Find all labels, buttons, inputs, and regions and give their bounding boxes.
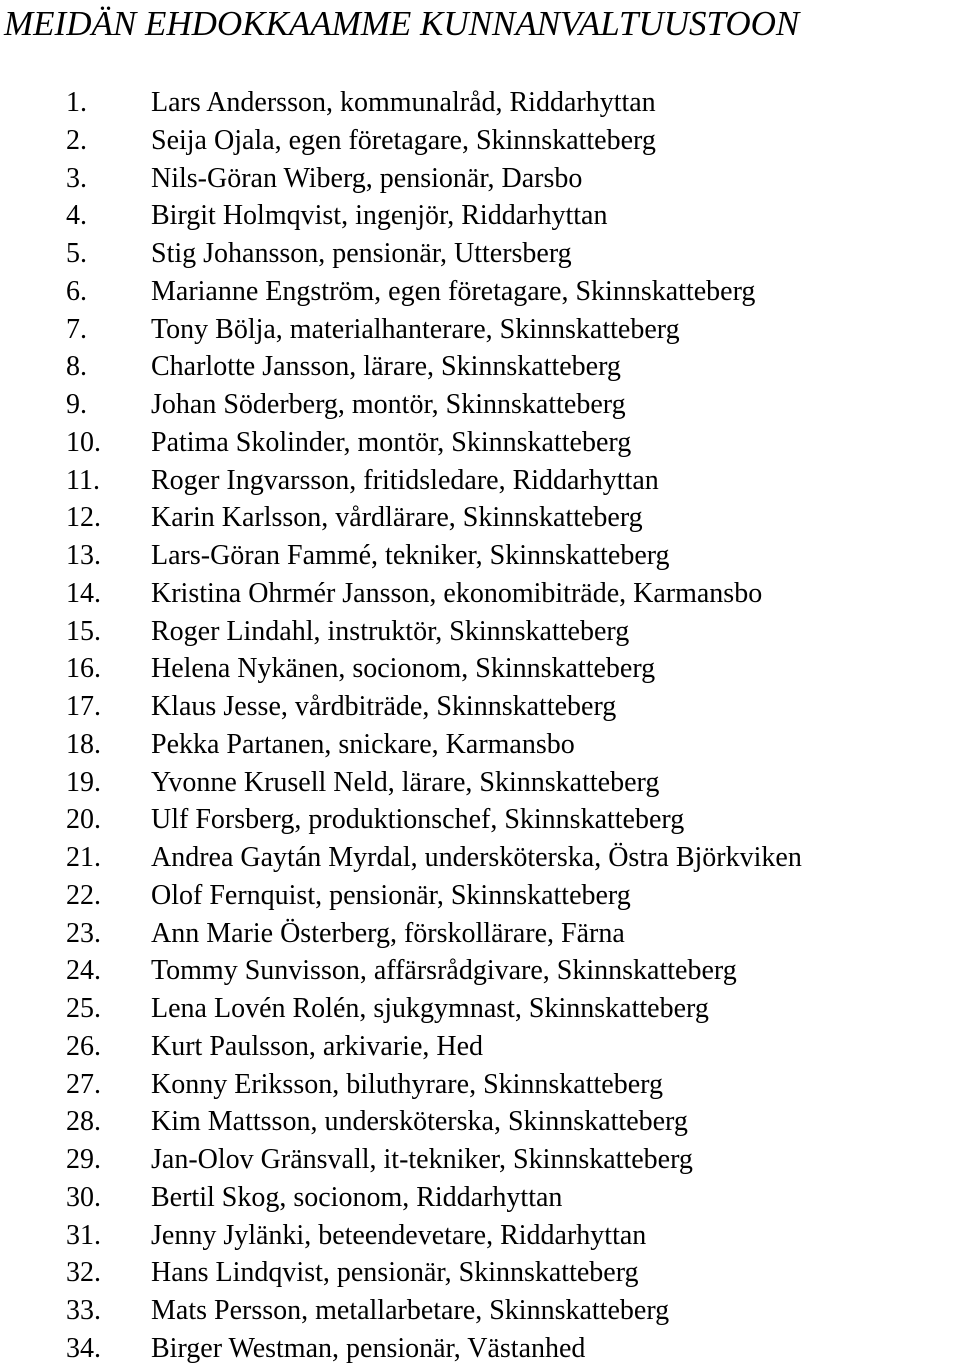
candidate-number: 13. bbox=[66, 540, 101, 571]
candidate-text: Kristina Ohrmér Jansson, ekonomibiträde, Karmansbo bbox=[151, 577, 763, 609]
candidate-number: 4. bbox=[66, 200, 87, 232]
candidate-text: Yvonne Krusell Neld, lärare, Skinnskatteberg bbox=[151, 766, 660, 798]
candidate-number: 8. bbox=[66, 351, 87, 383]
candidate-text: Karin Karlsson, vårdlärare, Skinnskatteberg bbox=[151, 502, 643, 534]
candidate-number: 9. bbox=[66, 389, 87, 420]
document-title: MEIDÄN EHDOKKAAMME KUNNANVALTUUSTOON bbox=[4, 4, 800, 43]
candidate-number: 20. bbox=[66, 804, 101, 836]
candidate-row bbox=[0, 197, 960, 235]
candidate-row bbox=[0, 1103, 960, 1141]
candidate-row bbox=[0, 1066, 960, 1104]
candidate-text: Andrea Gaytán Myrdal, undersköterska, Östra Björkviken bbox=[151, 842, 802, 873]
candidate-number: 17. bbox=[66, 691, 101, 722]
candidate-number: 3. bbox=[66, 162, 87, 194]
candidate-row bbox=[0, 386, 960, 424]
candidate-text: Konny Eriksson, biluthyrare, Skinnskatteberg bbox=[151, 1068, 663, 1100]
candidate-row bbox=[0, 84, 960, 122]
candidate-number: 12. bbox=[66, 502, 101, 534]
candidate-row bbox=[0, 650, 960, 688]
candidate-number: 11. bbox=[66, 464, 100, 496]
candidate-text: Jenny Jylänki, beteendevetare, Riddarhyttan bbox=[151, 1219, 647, 1251]
candidate-number: 30. bbox=[66, 1181, 101, 1213]
candidate-number: 28. bbox=[66, 1106, 101, 1138]
candidate-text: Seija Ojala, egen företagare, Skinnskatteberg bbox=[151, 124, 656, 156]
candidate-number: 1. bbox=[66, 87, 87, 118]
candidate-number: 7. bbox=[66, 313, 87, 345]
candidate-number: 32. bbox=[66, 1257, 101, 1289]
candidate-text: Johan Söderberg, montör, Skinnskatteberg bbox=[151, 389, 626, 420]
candidate-text: Jan-Olov Gränsvall, it-tekniker, Skinnskatteberg bbox=[151, 1144, 693, 1175]
candidate-number: 15. bbox=[66, 615, 101, 647]
candidate-text: Helena Nykänen, socionom, Skinnskatteberg bbox=[151, 653, 656, 685]
candidate-text: Kim Mattsson, undersköterska, Skinnskatteberg bbox=[151, 1106, 688, 1138]
candidate-row bbox=[0, 311, 960, 349]
candidate-row bbox=[0, 424, 960, 462]
candidate-number: 25. bbox=[66, 993, 101, 1024]
candidate-row bbox=[0, 1028, 960, 1066]
candidate-number: 5. bbox=[66, 238, 87, 269]
candidate-text: Ann Marie Österberg, förskollärare, Färna bbox=[151, 917, 625, 949]
candidate-number: 2. bbox=[66, 124, 87, 156]
candidate-row bbox=[0, 348, 960, 386]
candidate-row bbox=[0, 613, 960, 651]
candidate-row bbox=[0, 1254, 960, 1292]
candidate-row bbox=[0, 1292, 960, 1330]
candidate-row bbox=[0, 160, 960, 198]
candidate-row bbox=[0, 801, 960, 839]
candidate-row bbox=[0, 1141, 960, 1179]
candidate-text: Lars-Göran Fammé, tekniker, Skinnskatteberg bbox=[151, 540, 670, 571]
candidate-row bbox=[0, 235, 960, 273]
candidate-row bbox=[0, 1179, 960, 1217]
candidate-text: Tony Bölja, materialhanterare, Skinnskatteberg bbox=[151, 313, 680, 345]
candidate-text: Lena Lovén Rolén, sjukgymnast, Skinnskatteberg bbox=[151, 993, 709, 1024]
candidate-text: Birgit Holmqvist, ingenjör, Riddarhyttan bbox=[151, 200, 608, 232]
candidate-text: Lars Andersson, kommunalråd, Riddarhyttan bbox=[151, 87, 656, 118]
candidate-number: 27. bbox=[66, 1068, 101, 1100]
candidate-row bbox=[0, 1217, 960, 1255]
candidate-text: Pekka Partanen, snickare, Karmansbo bbox=[151, 728, 575, 760]
candidate-row bbox=[0, 273, 960, 311]
candidate-number: 22. bbox=[66, 879, 101, 911]
candidate-number: 34. bbox=[66, 1332, 101, 1364]
candidate-text: Birger Westman, pensionär, Västanhed bbox=[151, 1332, 586, 1364]
candidate-number: 18. bbox=[66, 728, 101, 760]
candidate-row bbox=[0, 688, 960, 726]
candidate-number: 29. bbox=[66, 1144, 101, 1175]
candidate-row bbox=[0, 839, 960, 877]
candidate-row bbox=[0, 499, 960, 537]
candidate-number: 10. bbox=[66, 426, 101, 458]
candidate-number: 31. bbox=[66, 1219, 101, 1251]
candidate-number: 6. bbox=[66, 275, 87, 307]
candidate-row bbox=[0, 877, 960, 915]
candidate-row bbox=[0, 726, 960, 764]
candidate-row bbox=[0, 915, 960, 953]
candidate-text: Hans Lindqvist, pensionär, Skinnskatteberg bbox=[151, 1257, 639, 1289]
candidate-text: Ulf Forsberg, produktionschef, Skinnskatteberg bbox=[151, 804, 685, 836]
candidate-text: Patima Skolinder, montör, Skinnskatteberg bbox=[151, 426, 632, 458]
candidate-text: Marianne Engström, egen företagare, Skinnskatteberg bbox=[151, 275, 756, 307]
candidate-number: 33. bbox=[66, 1295, 101, 1326]
candidate-number: 23. bbox=[66, 917, 101, 949]
candidate-number: 24. bbox=[66, 955, 101, 987]
candidate-number: 26. bbox=[66, 1030, 101, 1062]
candidate-number: 16. bbox=[66, 653, 101, 685]
candidate-text: Tommy Sunvisson, affärsrådgivare, Skinnskatteberg bbox=[151, 955, 737, 987]
candidate-text: Nils-Göran Wiberg, pensionär, Darsbo bbox=[151, 162, 583, 194]
candidate-text: Stig Johansson, pensionär, Uttersberg bbox=[151, 238, 572, 269]
candidate-row bbox=[0, 122, 960, 160]
candidate-list bbox=[0, 84, 960, 1368]
candidate-row bbox=[0, 537, 960, 575]
candidate-row bbox=[0, 764, 960, 802]
candidate-text: Klaus Jesse, vårdbiträde, Skinnskatteberg bbox=[151, 691, 617, 722]
candidate-text: Bertil Skog, socionom, Riddarhyttan bbox=[151, 1181, 563, 1213]
candidate-row bbox=[0, 1330, 960, 1368]
candidate-text: Kurt Paulsson, arkivarie, Hed bbox=[151, 1030, 484, 1062]
candidate-text: Charlotte Jansson, lärare, Skinnskatteberg bbox=[151, 351, 621, 383]
candidate-number: 14. bbox=[66, 577, 101, 609]
candidate-text: Olof Fernquist, pensionär, Skinnskatteberg bbox=[151, 879, 631, 911]
candidate-row bbox=[0, 990, 960, 1028]
candidate-number: 19. bbox=[66, 766, 101, 798]
candidate-text: Roger Ingvarsson, fritidsledare, Riddarhyttan bbox=[151, 464, 659, 496]
candidate-row bbox=[0, 952, 960, 990]
candidate-text: Mats Persson, metallarbetare, Skinnskatteberg bbox=[151, 1295, 670, 1326]
candidate-row bbox=[0, 575, 960, 613]
candidate-text: Roger Lindahl, instruktör, Skinnskatteberg bbox=[151, 615, 630, 647]
candidate-row bbox=[0, 462, 960, 500]
candidate-number: 21. bbox=[66, 842, 101, 873]
